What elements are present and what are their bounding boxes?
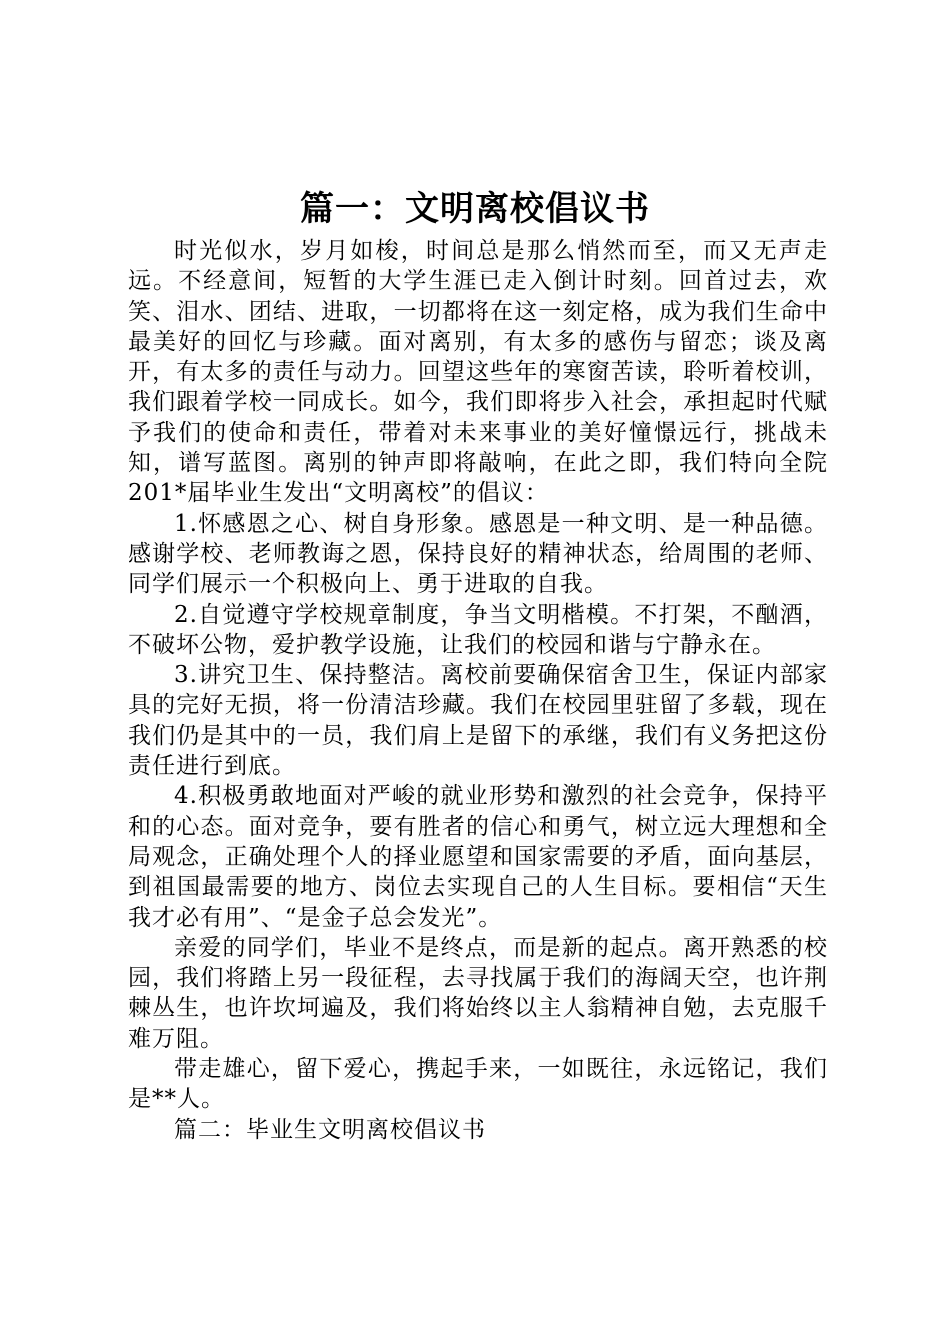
- next-section-heading: 篇二：毕业生文明离校倡议书: [174, 1116, 486, 1143]
- paragraph-slogan: 带走雄心，留下爱心，携起手来，一如既往，永远铭记，我们是**人。: [128, 1056, 828, 1113]
- paragraph-closing: 亲爱的同学们，毕业不是终点，而是新的起点。离开熟悉的校园，我们将踏上另一段征程，去寻找属于我们的海阔天空，也许荆棘丛生，也许坎坷遍及，我们将始终以主人翁精神自勉，去克服千难万阻。: [128, 934, 828, 1052]
- paragraph-intro: 时光似水，岁月如梭，时间总是那么悄然而至，而又无声走远。不经意间，短暂的大学生涯已走入倒计时刻。回首过去，欢笑、泪水、团结、进取，一切都将在这一刻定格，成为我们生命中最美好的回忆与珍藏。面对离别，有太多的感伤与留恋；谈及离开，有太多的责任与动力。回望这些年的寒窗苦读，聆听着校训，我们跟着学校一同成长。如今，我们即将步入社会，承担起时代赋予我们的使命和责任，带着对未来事业的美好憧憬远行，挑战未知，谱写蓝图。离别的钟声即将敲响，在此之即，我们特向全院201*届毕业生发出“文明离校”的倡议：: [128, 238, 828, 507]
- paragraph-item-2: 2.自觉遵守学校规章制度，争当文明楷模。不打架，不酗酒，不破坏公物，爱护教学设施，让我们的校园和谐与宁静永在。: [128, 601, 828, 658]
- document-body: [128, 236, 828, 1145]
- paragraph-item-3: 3.讲究卫生、保持整洁。离校前要确保宿舍卫生，保证内部家具的完好无损，将一份清洁珍藏。我们在校园里驻留了多载，现在我们仍是其中的一员，我们肩上是留下的承继，我们有义务把这份责任进行到底。: [128, 662, 828, 780]
- document-title: 篇一：文明离校倡议书: [300, 189, 650, 229]
- paragraph-item-4: 4.积极勇敢地面对严峻的就业形势和激烈的社会竞争，保持平和的心态。面对竞争，要有胜者的信心和勇气，树立远大理想和全局观念，正确处理个人的择业愿望和国家需要的矛盾，面向基层，到祖国最需要的地方、岗位去实现自己的人生目标。要相信“天生我才必有用”、“是金子总会发光”。: [128, 783, 828, 931]
- paragraph-item-1: 1.怀感恩之心、树自身形象。感恩是一种文明、是一种品德。感谢学校、老师教诲之恩，保持良好的精神状态，给周围的老师、同学们展示一个积极向上、勇于进取的自我。: [128, 510, 828, 598]
